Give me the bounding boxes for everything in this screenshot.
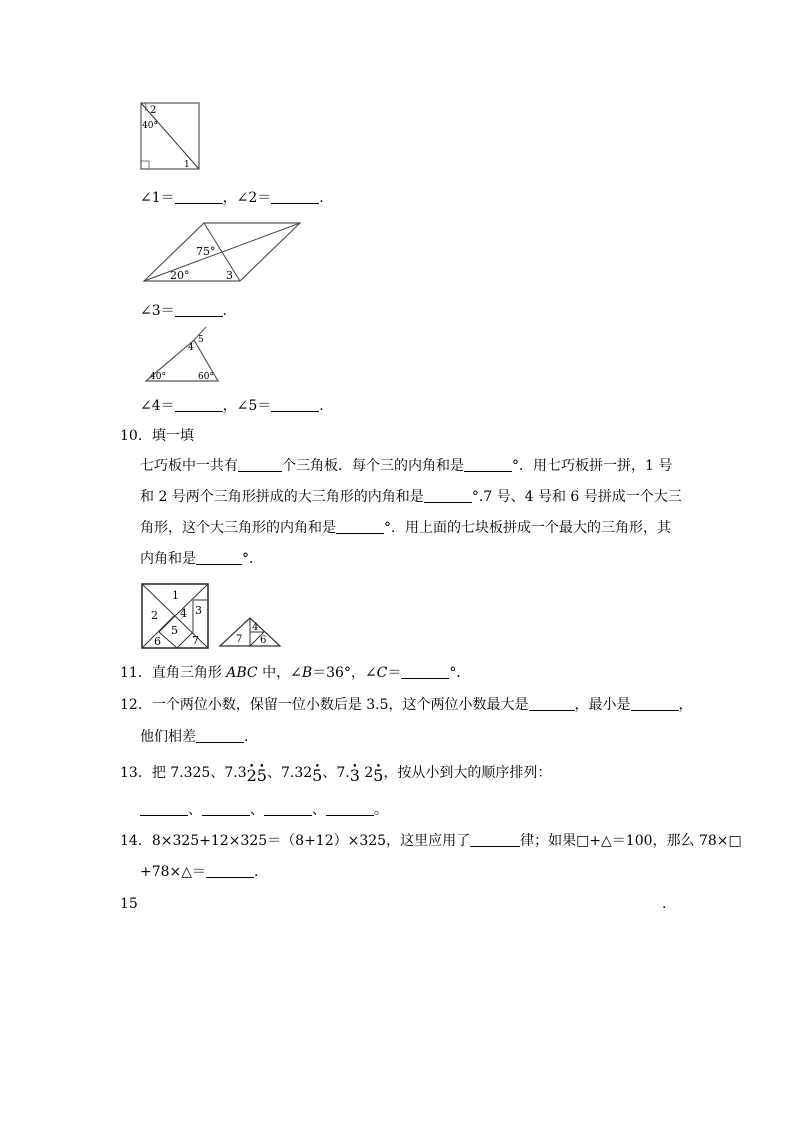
q10-line-4: 内角和是 °． [140, 551, 263, 567]
blank-q14-law[interactable] [470, 832, 520, 847]
blank-q13-4[interactable] [326, 801, 374, 816]
figure-rectangle-angles [138, 100, 202, 178]
fig1-label-2: 2 [150, 105, 157, 116]
blank-q12-max[interactable] [529, 696, 575, 711]
svg-text:3: 3 [195, 604, 202, 617]
fig3-label-40: 40° [150, 372, 166, 382]
fig3-label-4: 4 [188, 343, 194, 353]
q9-line-angles-1-2: ∠1＝ ，∠2＝ . [140, 190, 324, 206]
svg-text:7: 7 [236, 634, 243, 645]
q13-line-2: 、 、 、 。 [140, 800, 388, 820]
q10-line-2: 和 2 号两个三角形拼成的大三角形的内角和是 °.7 号、4 号和 6 号拼成一个大三 [140, 489, 682, 505]
q15-end-dot: . [662, 896, 667, 912]
q9-line-angle-3: ∠3＝ . [140, 303, 228, 319]
q15-number: 15 [120, 896, 138, 912]
blank-q10-big-7-4-6[interactable] [336, 519, 384, 534]
fig2-label-20: 20° [170, 269, 190, 282]
blank-q13-3[interactable] [264, 801, 312, 816]
blank-angle1[interactable] [175, 189, 223, 204]
svg-text:6: 6 [154, 635, 161, 648]
svg-text:2: 2 [151, 609, 158, 622]
fig1-label-40: 40° [142, 121, 158, 131]
blank-angle2[interactable] [271, 189, 319, 204]
fig3-label-60: 60° [198, 372, 214, 382]
figure-parallelogram [140, 219, 306, 291]
svg-text:1: 1 [172, 589, 179, 602]
blank-q13-1[interactable] [140, 801, 188, 816]
blank-q13-2[interactable] [202, 801, 250, 816]
fig2-label-75: 75° [196, 245, 216, 258]
blank-q10-count[interactable] [238, 457, 282, 472]
q13-line-1: 13．把 7.325、7.3• 2• 5、7.32• 5、7.• 3 2• 5，按从小到大的顺序排列： [120, 762, 551, 783]
fig3-label-5: 5 [198, 335, 204, 345]
blank-q10-big-1-2[interactable] [424, 488, 472, 503]
blank-q11-angle-c[interactable] [401, 664, 449, 679]
q12-line-2: 他们相差 . [140, 729, 249, 745]
blank-q12-diff[interactable] [196, 728, 244, 743]
fig2-label-3: 3 [226, 269, 233, 282]
q12-line-1: 12．一个两位小数，保留一位小数后是 3.5，这个两位小数最大是 ，最小是 ， [120, 697, 693, 713]
svg-text:4: 4 [252, 622, 259, 633]
q14-line-2: +78×△＝ . [140, 864, 259, 880]
q10-line-3: 角形，这个大三角形的内角和是 °．用上面的七块板拼成一个最大的三角形，其 [140, 520, 671, 536]
svg-text:6: 6 [260, 635, 267, 646]
blank-q14-result[interactable] [206, 863, 254, 878]
blank-q10-sum-triangle[interactable] [464, 457, 512, 472]
q10-heading: 10．填一填 [120, 428, 194, 444]
blank-q12-min[interactable] [631, 696, 679, 711]
blank-angle4[interactable] [175, 397, 223, 412]
fig1-label-1: 1 [184, 160, 190, 170]
svg-text:5: 5 [171, 624, 178, 637]
blank-angle5[interactable] [271, 397, 319, 412]
q9-line-angles-4-5: ∠4＝ ，∠5＝ . [140, 398, 324, 414]
figure-triangle [142, 324, 224, 390]
blank-q10-largest[interactable] [196, 550, 242, 565]
svg-text:4: 4 [180, 607, 187, 620]
blank-angle3[interactable] [175, 302, 223, 317]
svg-text:7: 7 [192, 634, 199, 647]
q14-line-1: 14．8×325+12×325＝（8+12）×325，这里应用了 律；如果□+△＝100，那么 78×□ [120, 833, 742, 849]
q10-line-1: 七巧板中一共有 个三角板．每个三的内角和是 °．用七巧板拼一拼，1 号 [140, 458, 673, 474]
q11-line: 11．直角三角形 ABC 中，∠B＝36°，∠C＝ °． [120, 665, 471, 681]
figure-tangram [138, 580, 288, 656]
